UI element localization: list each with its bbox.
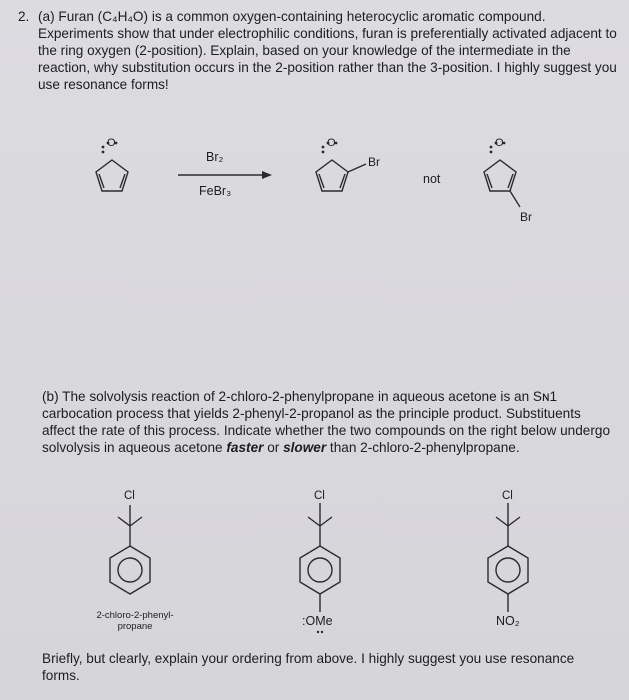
reaction-arrow bbox=[178, 171, 272, 179]
reference-compound-structure bbox=[110, 505, 150, 594]
nitro-compound-structure bbox=[488, 503, 528, 612]
question-2b-text: (b) The solvolysis reaction of 2-chloro-2-phenylpropane in aqueous acetone is an Sɴ1 carbocation process that yields 2-phenyl-2-propanol as the principle product. Substituents affect the rate of this process. Indicate whether the two compounds on the right below undergo solvolysis in aqueous acetone bbox=[42, 389, 611, 455]
oxygen-label-3: O bbox=[495, 137, 504, 149]
oxygen-label-2: O bbox=[327, 137, 336, 149]
oxygen-label-1: O bbox=[107, 137, 116, 149]
question-2b bbox=[42, 388, 612, 456]
methoxy-label: :OMe bbox=[302, 614, 333, 628]
question-2a-text: (a) Furan (C₄H₄O) is a common oxygen-containing heterocyclic aromatic compound. Experiments show that under electrophilic conditions, furan is preferentially activated adjacent to the ring oxygen (2-position). Explain, based on your knowledge of the intermediate in the reaction, why substitution occurs in the 2-position rather than the 3-position. I highly suggest you use resonance forms! bbox=[38, 9, 617, 92]
reference-name-line1: 2-chloro-2-phenyl- bbox=[96, 610, 174, 621]
explanation-prompt: Briefly, but clearly, explain your ordering from above. I highly suggest you use resonance forms. bbox=[42, 651, 575, 683]
question-number: 2. bbox=[18, 9, 30, 24]
nitro-label: NO₂ bbox=[496, 614, 520, 628]
faster-emphasis: faster bbox=[226, 440, 264, 455]
chlorine-label-2: Cl bbox=[314, 490, 325, 502]
reagent-bromine: Br₂ bbox=[206, 150, 224, 164]
reference-compound-name bbox=[80, 610, 190, 632]
slower-emphasis: slower bbox=[283, 440, 327, 455]
2-bromofuran-structure bbox=[316, 142, 366, 191]
question-2b-text-end: than 2-chloro-2-phenylpropane. bbox=[326, 440, 520, 455]
or-text: or bbox=[263, 440, 284, 455]
not-label: not bbox=[423, 172, 441, 186]
chlorine-label-1: Cl bbox=[124, 490, 135, 502]
reference-name-line2: propane bbox=[117, 621, 153, 632]
chlorine-label-3: Cl bbox=[502, 490, 513, 502]
alt-bromo-label: Br bbox=[520, 210, 532, 224]
product-bromo-label: Br bbox=[368, 155, 380, 169]
reagent-catalyst: FeBr₃ bbox=[199, 184, 232, 198]
3-bromofuran-structure bbox=[484, 142, 520, 207]
